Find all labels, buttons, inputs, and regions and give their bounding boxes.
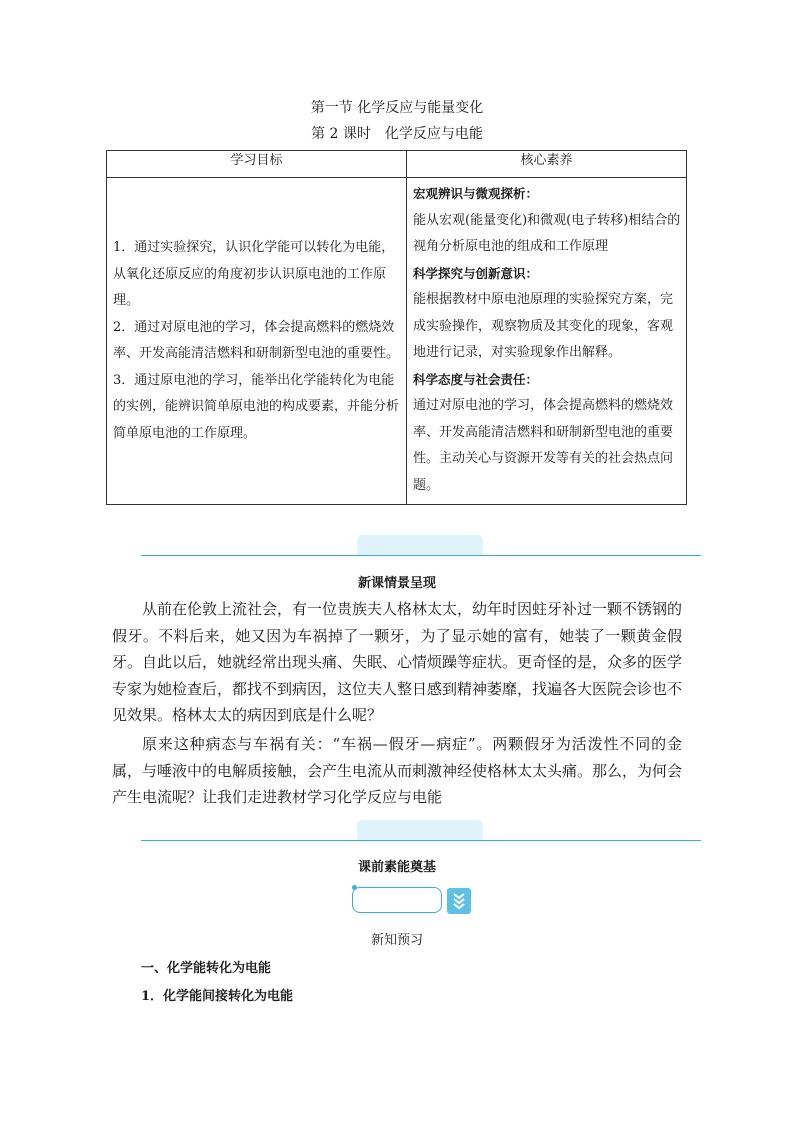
col-header-competencies: 核心素养: [407, 151, 687, 178]
col-header-objectives: 学习目标: [107, 151, 407, 178]
competency-text: 能根据教材中原电池原理的实验探究方案，完成实验操作，观察物质及其变化的现象，客观地进行记录，对实验现象作出解释。: [413, 292, 674, 360]
preview-subtitle: 新知预习: [370, 933, 423, 948]
competency-text: 通过对原电池的学习，体会提高燃料的燃烧效率、开发高能清洁燃料和研制新型电池的重要性。主动关心与资源开发等有关的社会热点问题。: [413, 398, 674, 493]
objective-item: 1．通过实验探究，认识化学能可以转化为电能，从氧化还原反应的角度初步认识原电池的工作原理。: [113, 240, 395, 308]
competencies-cell: [407, 178, 687, 505]
lesson-title: 第 2 课时 化学反应与电能: [311, 126, 483, 142]
heading-level-1: 一、化学能转化为电能: [141, 961, 272, 976]
objective-item: 3．通过原电池的学习，能举出化学能转化为电能的实例，能辨识简单原电池的构成要素，并能分析简单原电池的工作原理。: [113, 372, 400, 441]
objective-item: 2．通过对原电池的学习，体会提高燃料的燃烧效率、开发高能清洁燃料和研制新型电池的重要性。: [113, 319, 400, 361]
intro-title: 新课情景呈现: [357, 576, 436, 591]
competency-heading: 科学探究与创新意识：: [413, 265, 539, 281]
section-tab-decoration: [357, 820, 483, 840]
intro-paragraph: 从前在伦敦上流社会，有一位贵族夫人格林太太，幼年时因蛀牙补过一颗不锈钢的假牙。不料后来，她又因为车祸掉了一颗牙，为了显示她的富有，她装了一颗黄金假牙。自此以后，她就经常出现头痛、失眠、心情烦躁等症状。更奇怪的是，众多的医学专家为她检查后，都找不到病因，这位夫人整日感到精神萎靡，找遍各大医院会诊也不见效果。格林太太的病因到底是什么呢？: [112, 600, 683, 724]
objectives-cell: [107, 178, 407, 505]
section-divider: [141, 555, 701, 556]
section-title: 第一节 化学反应与能量变化: [310, 100, 484, 116]
section-tab-decoration: [357, 535, 483, 555]
preview-title: 课前素能奠基: [357, 860, 436, 875]
heading-level-2: 1．化学能间接转化为电能: [141, 989, 294, 1004]
section-divider: [141, 840, 701, 841]
badge-pill: [352, 887, 442, 913]
competency-text: 能从宏观(能量变化)和微观(电子转移)相结合的视角分析原电池的组成和工作原理: [413, 212, 681, 254]
chevron-down-icon: [447, 888, 471, 914]
intro-paragraph: 原来这种病态与车祸有关：“车祸—假牙—病症”。两颗假牙为活泼性不同的金属，与唾液中的电解质接触，会产生电流从而刺激神经使格林太太头痛。那么，为何会产生电流呢？让我们走进教材学习化学反应与电能: [112, 735, 683, 806]
competency-heading: 科学态度与社会责任：: [413, 371, 539, 387]
objectives-table: [106, 150, 687, 505]
competency-heading: 宏观辨识与微观探析：: [413, 186, 539, 201]
